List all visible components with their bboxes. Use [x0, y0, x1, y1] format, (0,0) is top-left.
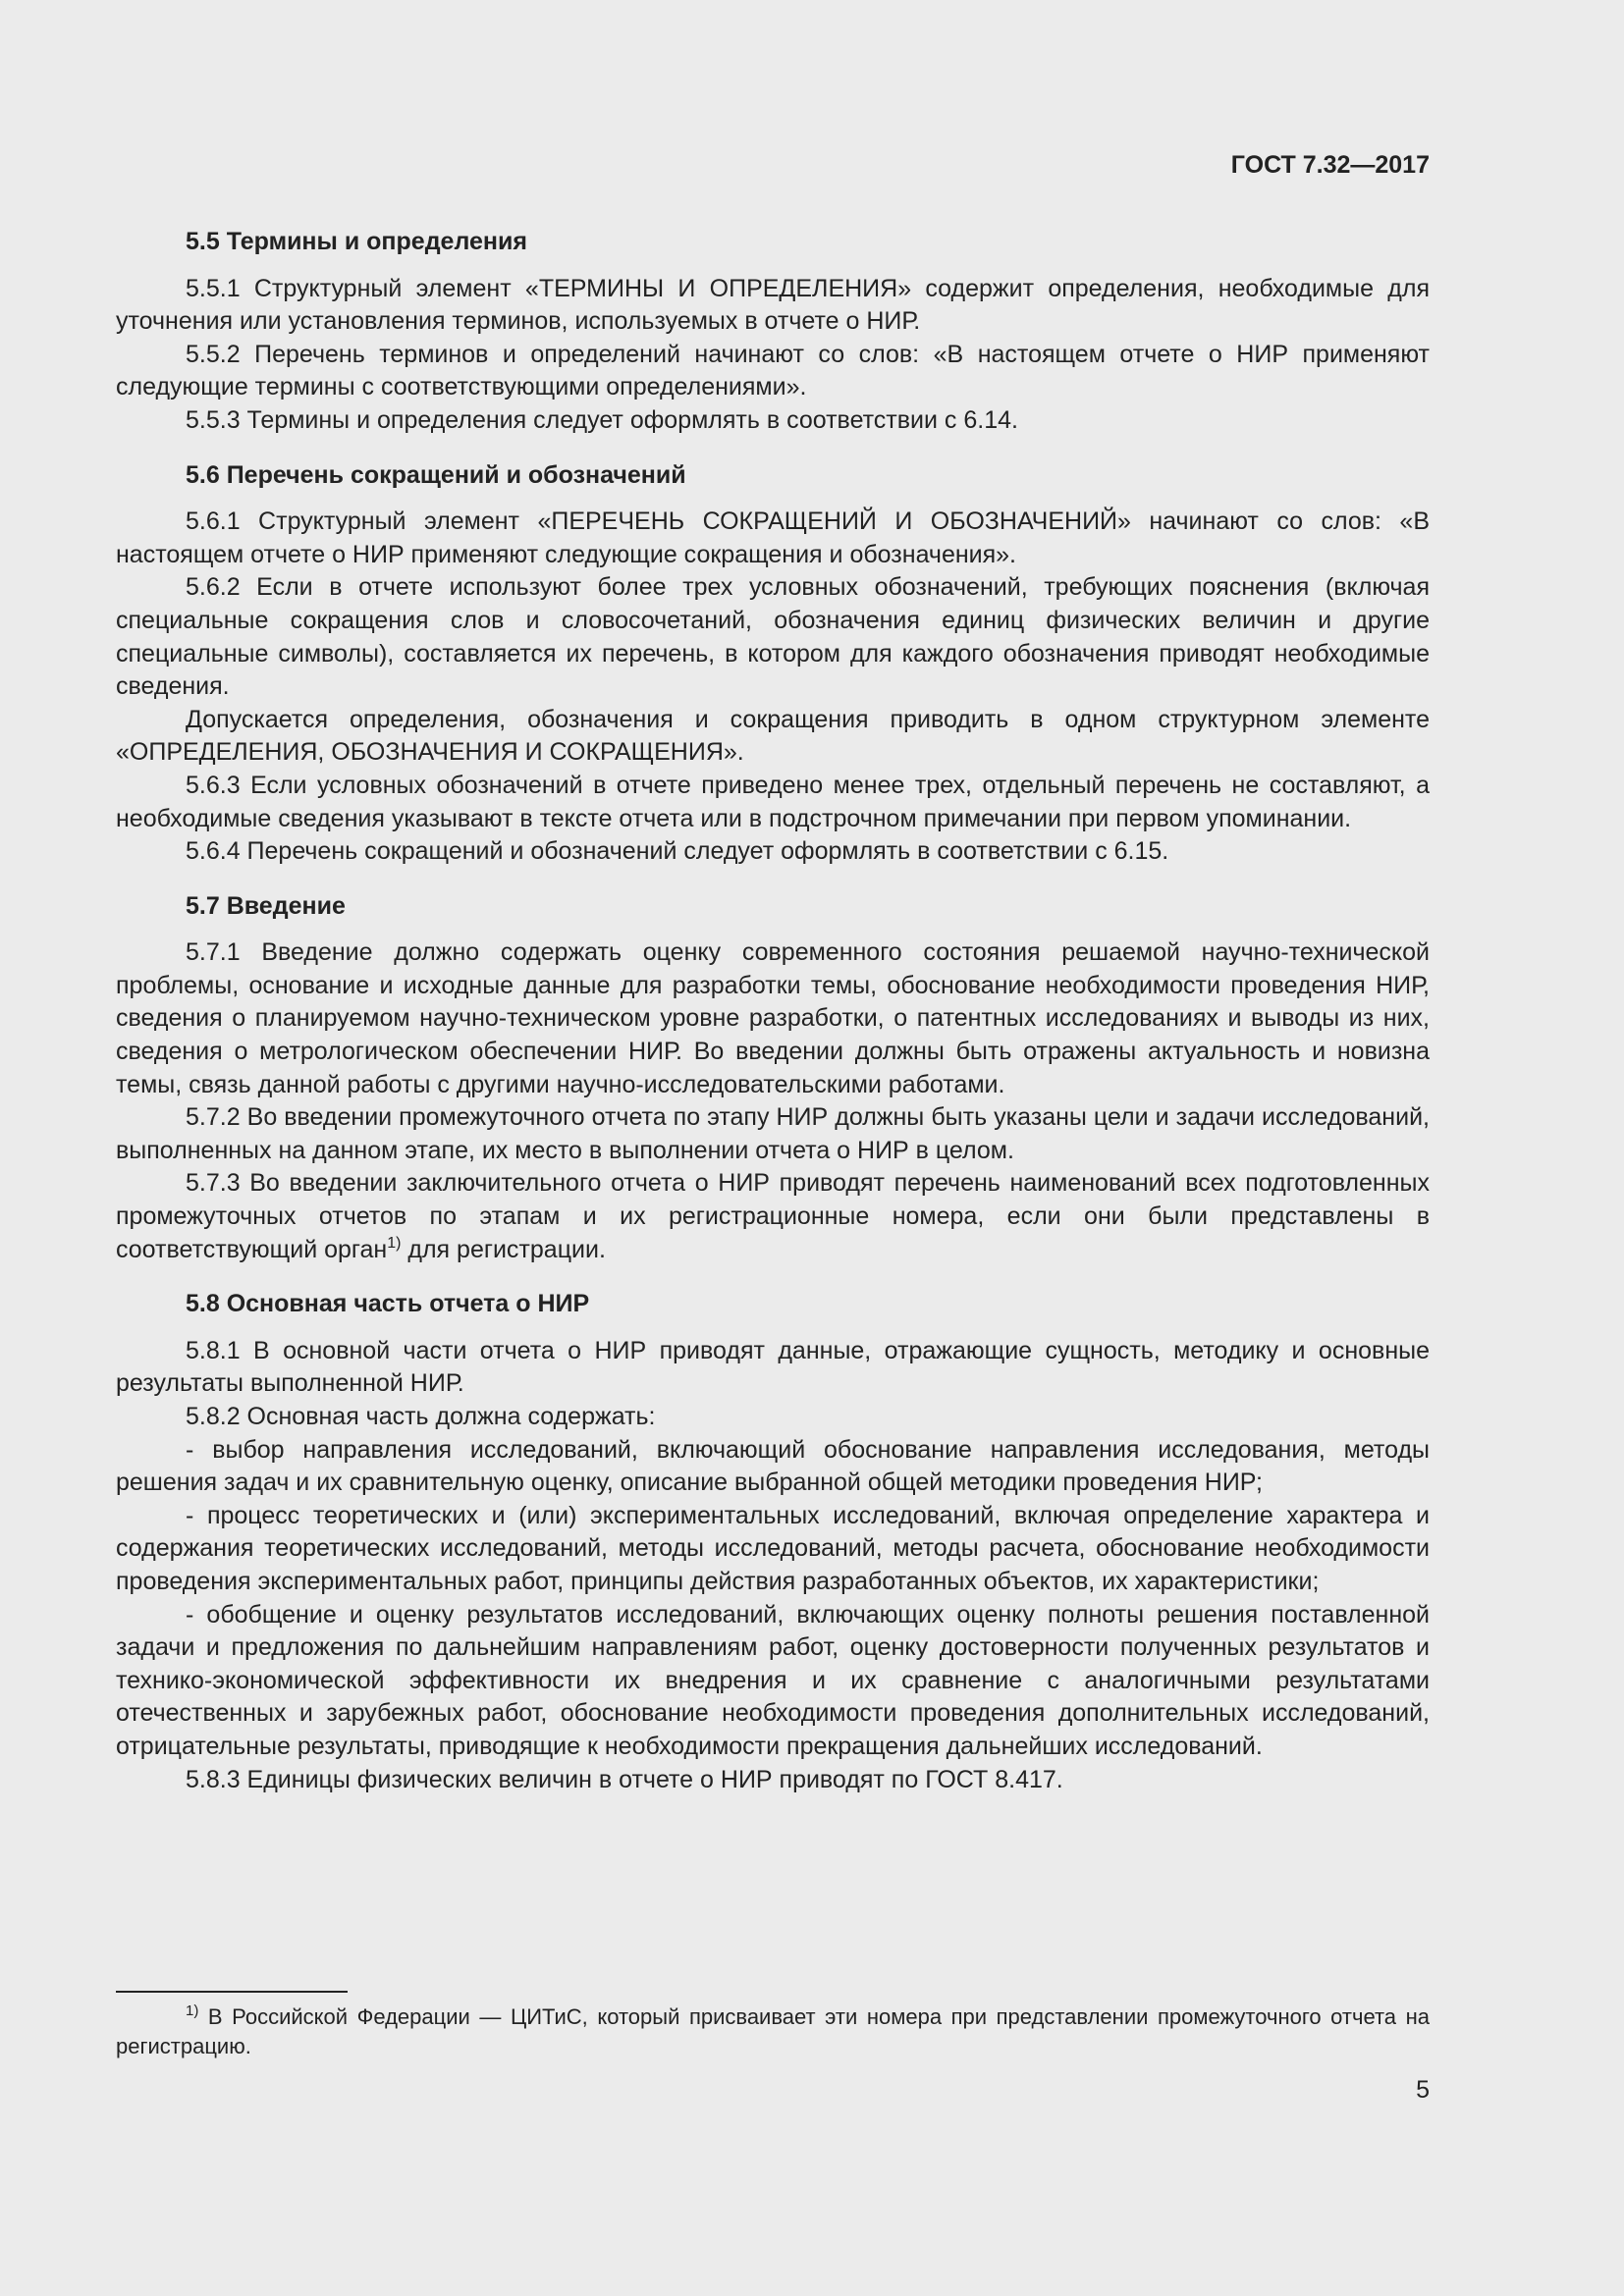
page-number: 5 — [1416, 2076, 1430, 2104]
paragraph-5-5-2: 5.5.2 Перечень терминов и определений начинают со слов: «В настоящем отчете о НИР применяют следующие термины с соответствующими определениями». — [116, 340, 1430, 401]
paragraph-5-6-2: 5.6.2 Если в отчете используют более трех условных обозначений, требующих пояснения (включая специальные сокращения слов и словосочетаний, обозначения единиц физических величин и другие специальные символы), составляется их перечень, в котором для каждого обозначения приводят необходимые сведения. — [116, 573, 1430, 701]
document-body — [116, 226, 1430, 1796]
paragraph-5-7-2: 5.7.2 Во введении промежуточного отчета по этапу НИР должны быть указаны цели и задачи исследований, выполненных на данном этапе, их место в выполнении отчета о НИР в целом. — [116, 1103, 1430, 1164]
paragraph-5-7-3-text: 5.7.3 Во введении заключительного отчета о НИР приводят перечень наименований всех подготовленных промежуточных отчетов по этапам и их регистрационные номера, если они были представлены в соответствующий орган — [116, 1169, 1430, 1263]
section-title-5-7: 5.7 Введение — [186, 891, 346, 920]
paragraph-5-6-3: 5.6.3 Если условных обозначений в отчете приведено менее трех, отдельный перечень не составляют, а необходимые сведения указывают в тексте отчета или в подстрочном примечании при первом упоминании. — [116, 771, 1430, 832]
list-item: - процесс теоретических и (или) экспериментальных исследований, включая определение характера и содержания теоретических исследований, методы исследований, методы расчета, обоснование необходимости проведения экспериментальных работ, принципы действия разработанных объектов, их характеристики; — [116, 1501, 1430, 1595]
paragraph-5-7-1: 5.7.1 Введение должно содержать оценку современного состояния решаемой научно-технической проблемы, основание и исходные данные для разработки темы, обоснование необходимости проведения НИР, сведения о планируемом научно-техническом уровне разработки, о патентных исследованиях и выводы из них, сведения о метрологическом обеспечении НИР. Во введении должны быть отражены актуальность и новизна темы, связь данной работы с другими научно-исследовательскими работами. — [116, 938, 1430, 1098]
section-title-5-8: 5.8 Основная часть отчета о НИР — [186, 1290, 590, 1318]
paragraph-5-7-3 — [116, 1167, 1430, 1266]
document-code-header: ГОСТ 7.32—2017 — [1230, 151, 1430, 179]
paragraph-5-5-1: 5.5.1 Структурный элемент «ТЕРМИНЫ И ОПРЕДЕЛЕНИЯ» содержит определения, необходимые для уточнения или установления терминов, используемых в отчете о НИР. — [116, 274, 1430, 336]
paragraph-5-8-2: 5.8.2 Основная часть должна содержать: — [186, 1403, 656, 1430]
paragraph-5-5-3: 5.5.3 Термины и определения следует оформлять в соответствии с 6.14. — [186, 405, 1018, 434]
list-item: - обобщение и оценку результатов исследований, включающих оценку полноты решения поставленной задачи и предложения по дальнейшим направлениям работ, оценку достоверности полученных результатов и технико-экономической эффективности их внедрения и их сравнение с аналогичными результатами отечественных и зарубежных работ, обоснование необходимости проведения дополнительных исследований, отрицательные результаты, приводящие к необходимости прекращения дальнейших исследований. — [116, 1600, 1430, 1760]
paragraph-5-6-4: 5.6.4 Перечень сокращений и обозначений следует оформлять в соответствии с 6.15. — [186, 837, 1169, 866]
paragraph-5-7-3-tail: для регистрации. — [401, 1235, 606, 1263]
section-title-5-6: 5.6 Перечень сокращений и обозначений — [186, 460, 686, 489]
footnote-text: В Российской Федерации — ЦИТиС, который присваивает эти номера при представлении промежуточного отчета на регистрацию. — [116, 2004, 1430, 2058]
footnote — [116, 2002, 1430, 2061]
paragraph-5-8-3: 5.8.3 Единицы физических величин в отчете о НИР приводят по ГОСТ 8.417. — [186, 1765, 1063, 1793]
footnote-marker: 1) — [186, 2002, 199, 2019]
paragraph-5-6-2-note: Допускается определения, обозначения и сокращения приводить в одном структурном элементе «ОПРЕДЕЛЕНИЯ, ОБОЗНАЧЕНИЯ И СОКРАЩЕНИЯ». — [116, 705, 1430, 767]
paragraph-5-8-1: 5.8.1 В основной части отчета о НИР приводят данные, отражающие сущность, методику и основные результаты выполненной НИР. — [116, 1336, 1430, 1398]
section-title-5-5: 5.5 Термины и определения — [186, 228, 527, 255]
paragraph-5-6-1: 5.6.1 Структурный элемент «ПЕРЕЧЕНЬ СОКРАЩЕНИЙ И ОБОЗНАЧЕНИЙ» начинают со слов: «В настоящем отчете о НИР применяют следующие сокращения и обозначения». — [116, 507, 1430, 568]
footnote-reference: 1) — [387, 1234, 402, 1252]
footnote-divider — [116, 1991, 348, 1993]
list-item: - выбор направления исследований, включающий обоснование направления исследования, методы решения задач и их сравнительную оценку, описание выбранной общей методики проведения НИР; — [116, 1435, 1430, 1497]
